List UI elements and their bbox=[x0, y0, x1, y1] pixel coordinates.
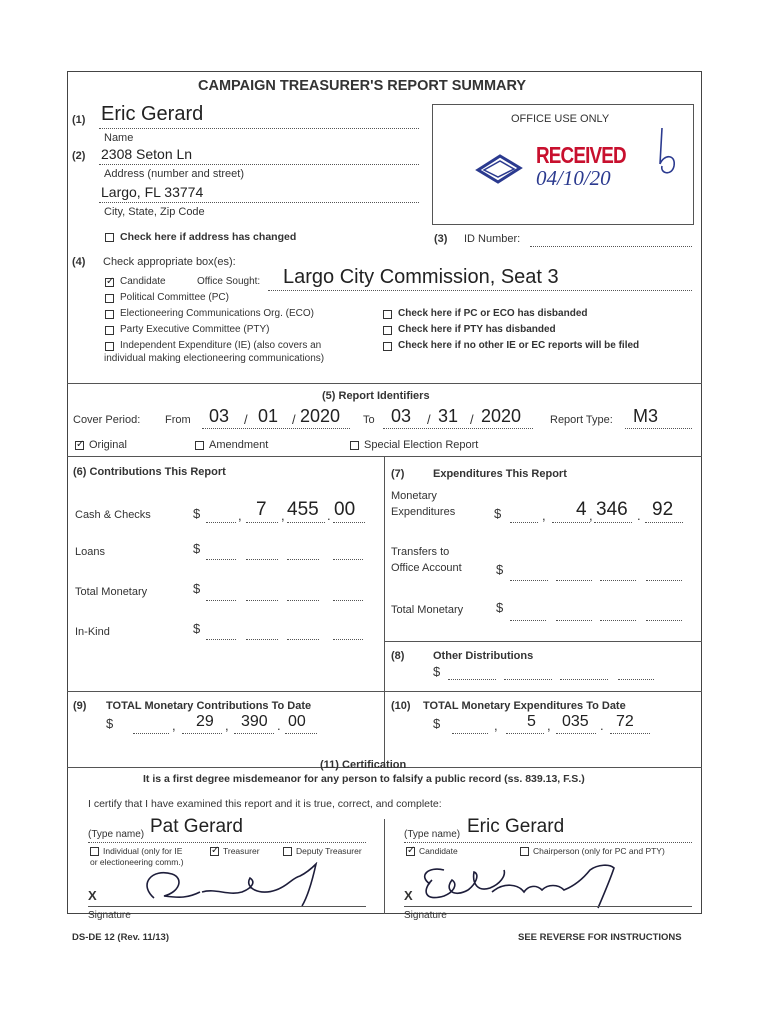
cash-millions-line bbox=[206, 522, 236, 523]
deputy-treasurer-checkbox[interactable] bbox=[283, 847, 292, 856]
address-changed-checkbox[interactable] bbox=[105, 233, 114, 242]
to-date-line bbox=[383, 428, 533, 429]
total-contrib-dollar-sign: $ bbox=[106, 716, 114, 731]
from-year[interactable]: 2020 bbox=[300, 406, 341, 426]
expenditures-label: Expenditures bbox=[391, 506, 456, 518]
ie-label: Independent Expenditure (IE) (also covers an bbox=[120, 340, 322, 351]
ie-label-continued: individual making electioneering communications) bbox=[104, 353, 325, 364]
name-value[interactable]: Eric Gerard bbox=[101, 103, 204, 125]
pty-disbanded-label: Check here if PTY has disbanded bbox=[398, 324, 556, 335]
in-kind-label: In-Kind bbox=[75, 626, 110, 638]
form-title: CAMPAIGN TREASURER'S REPORT SUMMARY bbox=[198, 78, 527, 94]
stamp-pen-icon bbox=[474, 152, 524, 186]
original-label: Original bbox=[89, 439, 127, 451]
to-month[interactable]: 03 bbox=[391, 406, 412, 426]
cash-comma-2: , bbox=[281, 508, 285, 523]
transfers-line-2[interactable] bbox=[556, 580, 592, 581]
total-monetary-label: Total Monetary bbox=[75, 586, 148, 598]
left-signer-name[interactable]: Pat Gerard bbox=[150, 816, 243, 837]
ie-checkbox[interactable] bbox=[105, 342, 114, 351]
address-changed-label: Check here if address has changed bbox=[120, 231, 297, 243]
total-exp-number: (10) bbox=[391, 700, 411, 712]
loans-line-4[interactable] bbox=[333, 559, 363, 560]
to-slash-1: / bbox=[427, 412, 431, 427]
transfers-line-3[interactable] bbox=[600, 580, 636, 581]
total-contrib-dollars-line bbox=[234, 733, 274, 734]
cash-dollars-line bbox=[287, 522, 325, 523]
total-contrib-dollars[interactable]: 390 bbox=[241, 713, 268, 730]
pty-disbanded-checkbox[interactable] bbox=[383, 326, 392, 335]
original-checkbox[interactable] bbox=[75, 441, 84, 450]
certification-column-divider bbox=[384, 819, 385, 914]
cash-dollar-sign: $ bbox=[193, 506, 201, 521]
special-election-checkbox[interactable] bbox=[350, 441, 359, 450]
in-kind-line-1[interactable] bbox=[206, 639, 236, 640]
individual-label: Individual (only for IE bbox=[103, 846, 183, 856]
report-type-line bbox=[625, 428, 692, 429]
exp-thousands-line bbox=[552, 522, 590, 523]
no-other-label: Check here if no other IE or EC reports will be filed bbox=[398, 340, 640, 351]
deputy-treasurer-label: Deputy Treasurer bbox=[296, 846, 362, 856]
loans-line-1[interactable] bbox=[206, 559, 236, 560]
transfers-line-1[interactable] bbox=[510, 580, 548, 581]
city-label: City, State, Zip Code bbox=[104, 206, 205, 218]
expenditures-title: Expenditures This Report bbox=[433, 468, 567, 480]
boxes-label: Check appropriate box(es): bbox=[103, 256, 236, 268]
total-exp-dollars-line bbox=[556, 733, 596, 734]
left-name-line bbox=[88, 842, 366, 843]
to-day[interactable]: 31 bbox=[438, 406, 459, 426]
other-dist-line-4[interactable] bbox=[618, 679, 654, 680]
amendment-checkbox[interactable] bbox=[195, 441, 204, 450]
exp-dollars-line bbox=[594, 522, 632, 523]
exp-cents-line bbox=[645, 522, 683, 523]
total-exp-millions-line bbox=[452, 733, 488, 734]
address-label: Address (number and street) bbox=[104, 168, 245, 180]
certification-title: (11) Certification bbox=[320, 759, 407, 771]
total-exp-dollars[interactable]: 035 bbox=[562, 713, 589, 730]
total-monetary-dollar-sign: $ bbox=[193, 581, 201, 596]
exp-period: . bbox=[637, 508, 641, 523]
other-dist-line-3[interactable] bbox=[560, 679, 608, 680]
total-contrib-thousands[interactable]: 29 bbox=[196, 713, 214, 730]
from-slash-1: / bbox=[244, 412, 248, 427]
see-reverse-note: SEE REVERSE FOR INSTRUCTIONS bbox=[518, 932, 682, 943]
cash-period: . bbox=[327, 508, 331, 523]
other-dist-label: Other Distributions bbox=[433, 650, 534, 662]
total-monetary-exp-label: Total Monetary bbox=[391, 604, 464, 616]
office-sought-value[interactable]: Largo City Commission, Seat 3 bbox=[283, 266, 559, 288]
in-kind-line-3[interactable] bbox=[287, 639, 319, 640]
cash-thousands[interactable]: 7 bbox=[256, 499, 267, 520]
total-contrib-label: TOTAL Monetary Contributions To Date bbox=[106, 700, 312, 712]
left-type-name-label: (Type name) bbox=[88, 829, 145, 840]
received-date: 04/10/20 bbox=[536, 166, 611, 190]
candidate-signer-checkbox[interactable] bbox=[406, 847, 415, 856]
pc-disbanded-label: Check here if PC or ECO has disbanded bbox=[398, 308, 588, 319]
loans-line-3[interactable] bbox=[287, 559, 319, 560]
cover-period-label: Cover Period: bbox=[73, 414, 141, 426]
right-signature-label: Signature bbox=[404, 910, 447, 921]
other-dist-line-2[interactable] bbox=[504, 679, 552, 680]
total-contrib-millions-line bbox=[133, 733, 169, 734]
individual-label-continued: or electioneering comm.) bbox=[90, 857, 184, 867]
report-identifiers-title: (5) Report Identifiers bbox=[322, 390, 430, 402]
in-kind-line-4[interactable] bbox=[333, 639, 363, 640]
exp-millions-line bbox=[510, 522, 538, 523]
total-exp-dollar-sign: $ bbox=[433, 716, 441, 731]
pc-label: Political Committee (PC) bbox=[120, 292, 229, 303]
total-exp-comma-1: , bbox=[494, 718, 498, 733]
amendment-label: Amendment bbox=[209, 439, 269, 451]
other-dist-line-1[interactable] bbox=[448, 679, 496, 680]
name-underline bbox=[99, 128, 419, 129]
certification-warning: It is a first degree misdemeanor for any person to falsify a public record (ss. 839.13, F.S.) bbox=[143, 773, 585, 785]
total-exp-period: . bbox=[600, 718, 604, 733]
eco-checkbox[interactable] bbox=[105, 310, 114, 319]
cash-checks-label: Cash & Checks bbox=[75, 509, 151, 521]
loans-line-2[interactable] bbox=[246, 559, 278, 560]
exp-comma-2: , bbox=[589, 508, 593, 523]
total-contrib-number: (9) bbox=[73, 700, 87, 712]
field-number-4: (4) bbox=[72, 256, 86, 268]
in-kind-line-2[interactable] bbox=[246, 639, 278, 640]
loans-label: Loans bbox=[75, 546, 105, 558]
received-stamp: RECEIVED bbox=[536, 142, 626, 168]
left-signature-icon[interactable] bbox=[132, 862, 342, 910]
transfers-line-4[interactable] bbox=[646, 580, 682, 581]
special-election-label: Special Election Report bbox=[364, 439, 479, 451]
address-value[interactable]: 2308 Seton Ln bbox=[101, 146, 193, 162]
certification-statement: I certify that I have examined this report and it is true, correct, and complete: bbox=[88, 798, 442, 810]
total-exp-thousands-line bbox=[506, 733, 544, 734]
address-underline bbox=[99, 164, 419, 165]
contributions-title: (6) Contributions This Report bbox=[73, 466, 226, 478]
exp-thousands[interactable]: 4 bbox=[576, 499, 587, 520]
form-id: DS-DE 12 (Rev. 11/13) bbox=[72, 932, 169, 943]
transfers-label: Transfers to bbox=[391, 546, 450, 558]
candidate-signer-label: Candidate bbox=[419, 846, 458, 856]
exp-dollars[interactable]: 346 bbox=[596, 499, 628, 520]
no-other-checkbox[interactable] bbox=[383, 342, 392, 351]
right-signature-icon[interactable] bbox=[414, 862, 654, 912]
name-label: Name bbox=[104, 132, 134, 144]
total-monetary-exp-line-1[interactable] bbox=[510, 620, 546, 621]
report-type-label: Report Type: bbox=[550, 414, 613, 426]
from-slash-2: / bbox=[292, 412, 296, 427]
cash-cents-line bbox=[333, 522, 365, 523]
to-slash-2: / bbox=[470, 412, 474, 427]
total-contrib-cents[interactable]: 00 bbox=[288, 713, 306, 730]
from-label: From bbox=[165, 414, 191, 426]
pc-disbanded-checkbox[interactable] bbox=[383, 310, 392, 319]
total-monetary-exp-dollar-sign: $ bbox=[496, 600, 504, 615]
exp-cents[interactable]: 92 bbox=[652, 499, 674, 520]
total-monetary-exp-line-3[interactable] bbox=[600, 620, 636, 621]
id-number-line[interactable] bbox=[530, 246, 692, 247]
total-contrib-cents-line bbox=[285, 733, 317, 734]
cash-dollars[interactable]: 455 bbox=[287, 499, 319, 520]
field-number-3: (3) bbox=[434, 233, 448, 245]
total-contrib-comma-1: , bbox=[172, 718, 176, 733]
total-exp-cents[interactable]: 72 bbox=[616, 713, 634, 730]
treasurer-label: Treasurer bbox=[223, 846, 260, 856]
city-underline bbox=[99, 202, 419, 203]
total-monetary-line-2[interactable] bbox=[246, 600, 278, 601]
city-value[interactable]: Largo, FL 33774 bbox=[101, 184, 204, 200]
right-signer-name[interactable]: Eric Gerard bbox=[467, 816, 565, 837]
total-contrib-comma-2: , bbox=[225, 718, 229, 733]
section-divider-9 bbox=[67, 691, 702, 692]
right-name-line bbox=[404, 842, 692, 843]
total-exp-label: TOTAL Monetary Expenditures To Date bbox=[423, 700, 626, 712]
to-year[interactable]: 2020 bbox=[481, 406, 522, 426]
cash-comma-1: , bbox=[238, 508, 242, 523]
office-use-label: OFFICE USE ONLY bbox=[511, 113, 610, 125]
exp-comma-1: , bbox=[542, 508, 546, 523]
to-label: To bbox=[363, 414, 375, 426]
total-exp-thousands[interactable]: 5 bbox=[527, 713, 536, 730]
field-number-1: (1) bbox=[72, 114, 86, 126]
from-day[interactable]: 01 bbox=[258, 406, 279, 426]
section-divider-8 bbox=[384, 641, 702, 642]
total-monetary-exp-line-2[interactable] bbox=[556, 620, 592, 621]
other-dist-number: (8) bbox=[391, 650, 405, 662]
total-monetary-line-3[interactable] bbox=[287, 600, 319, 601]
left-signature-label: Signature bbox=[88, 910, 131, 921]
right-x-mark: X bbox=[404, 888, 413, 903]
transfers-dollar-sign: $ bbox=[496, 562, 504, 577]
office-sought-label: Office Sought: bbox=[197, 276, 261, 287]
left-signature-line bbox=[88, 906, 366, 907]
eco-label: Electioneering Communications Org. (ECO) bbox=[120, 308, 314, 319]
field-number-2: (2) bbox=[72, 150, 86, 162]
cash-cents[interactable]: 00 bbox=[334, 499, 356, 520]
individual-checkbox[interactable] bbox=[90, 847, 99, 856]
office-sought-line bbox=[268, 290, 692, 291]
id-number-label: ID Number: bbox=[464, 233, 521, 245]
pty-checkbox[interactable] bbox=[105, 326, 114, 335]
total-monetary-line-1[interactable] bbox=[206, 600, 236, 601]
total-monetary-line-4[interactable] bbox=[333, 600, 363, 601]
from-date-line bbox=[202, 428, 350, 429]
total-exp-comma-2: , bbox=[547, 718, 551, 733]
exp-dollar-sign: $ bbox=[494, 506, 502, 521]
in-kind-dollar-sign: $ bbox=[193, 621, 201, 636]
right-type-name-label: (Type name) bbox=[404, 829, 461, 840]
total-contrib-period: . bbox=[277, 718, 281, 733]
total-contrib-thousands-line bbox=[182, 733, 222, 734]
total-monetary-exp-line-4[interactable] bbox=[646, 620, 682, 621]
candidate-checkbox[interactable] bbox=[105, 278, 114, 287]
cash-thousands-line bbox=[246, 522, 278, 523]
chairperson-label: Chairperson (only for PC and PTY) bbox=[533, 846, 665, 856]
loans-dollar-sign: $ bbox=[193, 541, 201, 556]
section-divider-5 bbox=[67, 383, 702, 384]
chairperson-checkbox[interactable] bbox=[520, 847, 529, 856]
expenditures-number: (7) bbox=[391, 468, 405, 480]
column-divider-6-7 bbox=[384, 456, 385, 767]
left-x-mark: X bbox=[88, 888, 97, 903]
office-account-label: Office Account bbox=[391, 562, 462, 574]
total-exp-cents-line bbox=[610, 733, 650, 734]
monetary-label: Monetary bbox=[391, 490, 437, 502]
pty-label: Party Executive Committee (PTY) bbox=[120, 324, 270, 335]
pc-checkbox[interactable] bbox=[105, 294, 114, 303]
office-initials-icon bbox=[640, 124, 690, 184]
right-signature-line bbox=[404, 906, 692, 907]
report-type-value[interactable]: M3 bbox=[633, 406, 659, 426]
from-month[interactable]: 03 bbox=[209, 406, 230, 426]
treasurer-checkbox[interactable] bbox=[210, 847, 219, 856]
candidate-label: Candidate bbox=[120, 276, 166, 287]
other-dist-dollar-sign: $ bbox=[433, 664, 441, 679]
